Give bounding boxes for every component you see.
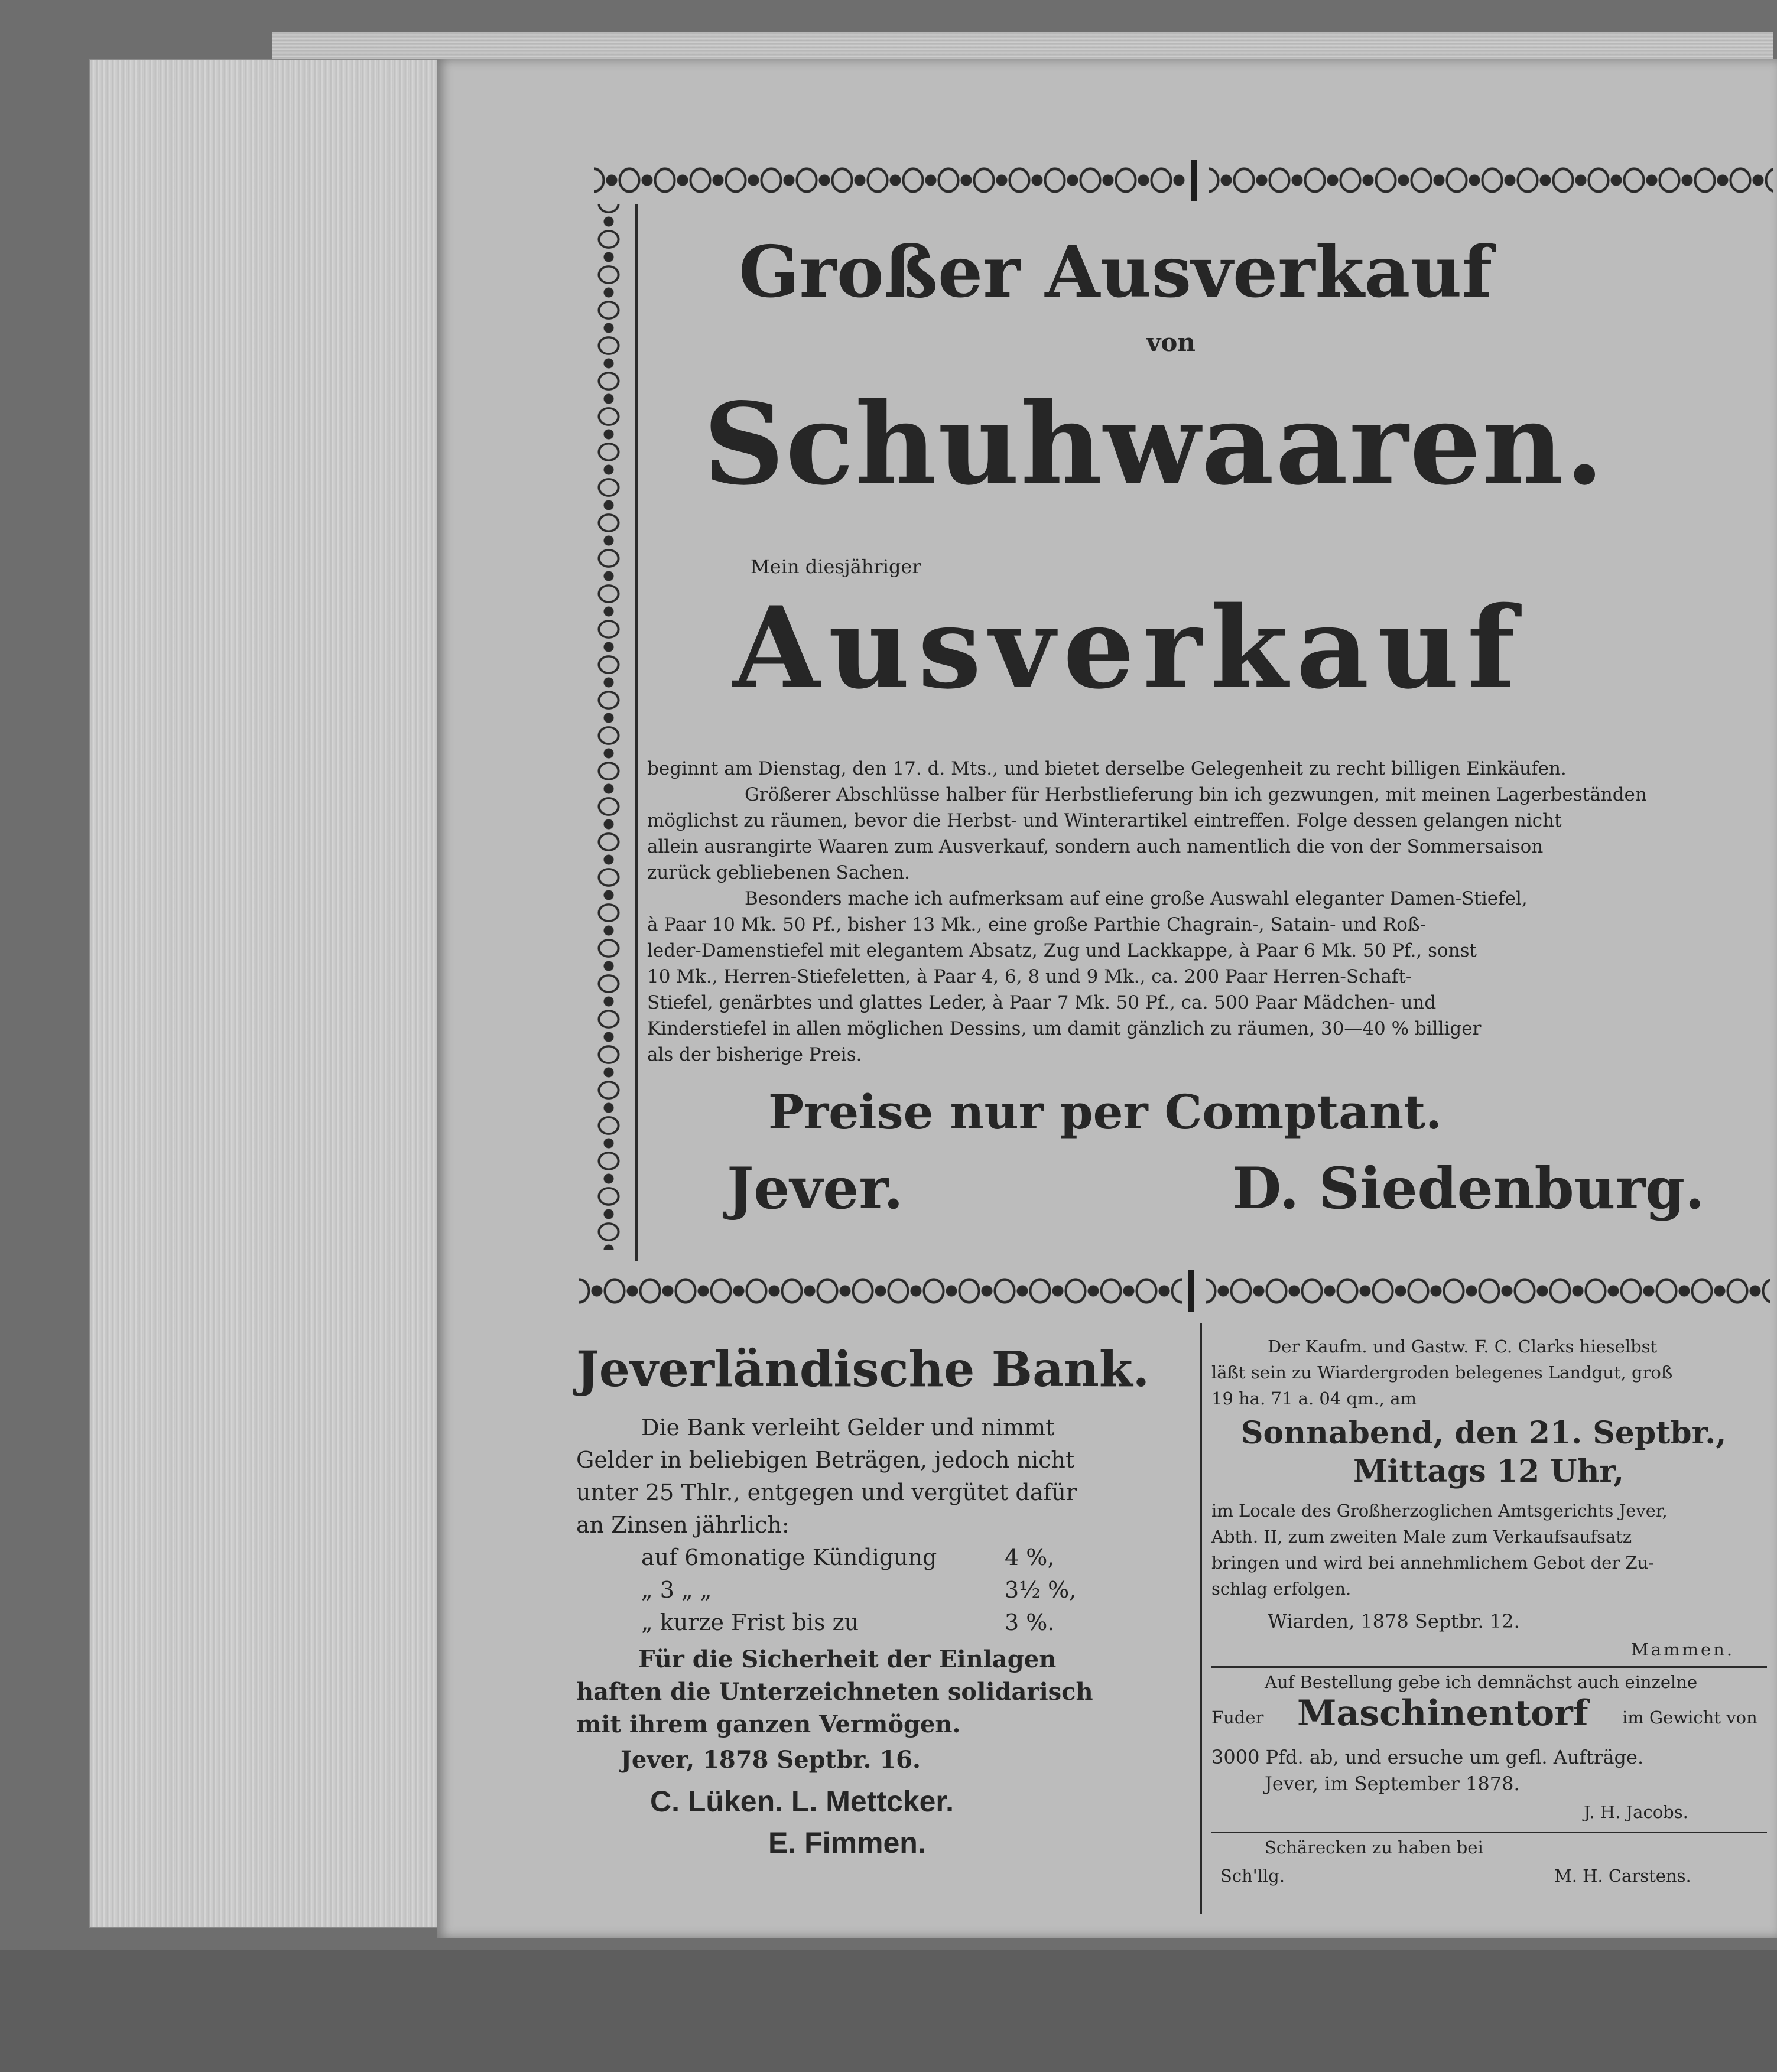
ornament-border-top-left: [594, 160, 1185, 201]
ad-place: Jever.: [727, 1155, 904, 1222]
bank-signers: E. Fimmen.: [768, 1826, 926, 1859]
column-divider: [1200, 1323, 1202, 1914]
torf-place-date: Jever, im September 1878.: [1265, 1772, 1520, 1795]
ornament-border-bottom-right: [1206, 1270, 1770, 1312]
ad-line: möglichst zu räumen, bevor die Herbst- und Winterartikel eintreffen. Folge dessen gelangen nicht: [647, 810, 1562, 831]
torf-prefix: Fuder: [1211, 1707, 1264, 1728]
ornament-divider-top: [1191, 160, 1197, 201]
ad-line: Kinderstiefel in allen möglichen Dessins, um damit gänzlich zu räumen, 30—40 % billiger: [647, 1018, 1482, 1039]
bank-line: Gelder in beliebigen Beträgen, jedoch nicht: [576, 1447, 1075, 1473]
ad-line: 10 Mk., Herren-Stiefeletten, à Paar 4, 6, 8 und 9 Mk., ca. 200 Paar Herren-Schaft-: [647, 966, 1412, 987]
bank-rate-term: „ 3 „ „: [641, 1577, 712, 1603]
small-ad-left: Sch'llg.: [1220, 1866, 1285, 1886]
torf-line: 3000 Pfd. ab, und ersuche um gefl. Aufträge.: [1211, 1746, 1644, 1768]
ornament-border-bottom-left: [579, 1270, 1182, 1312]
ad-line: beginnt am Dienstag, den 17. d. Mts., und bietet derselbe Gelegenheit zu recht billigen Einkäufen.: [647, 758, 1567, 779]
bank-guarantee: haften die Unterzeichneten solidarisch: [576, 1678, 1093, 1706]
auction-line: schlag erfolgen.: [1211, 1579, 1352, 1599]
bank-guarantee: mit ihrem ganzen Vermögen.: [576, 1710, 961, 1738]
ad-line: à Paar 10 Mk. 50 Pf., bisher 13 Mk., eine große Parthie Chagrain-, Satain- und Roß-: [647, 914, 1427, 935]
bank-rate-value: 4 %,: [1005, 1544, 1055, 1570]
bank-rate-term: „ kurze Frist bis zu: [641, 1609, 859, 1635]
bank-rate-term: auf 6monatige Kündigung: [641, 1544, 937, 1570]
auction-line: im Locale des Großherzoglichen Amtsgerichts Jever,: [1211, 1501, 1668, 1521]
ornament-divider-bottom: [1188, 1270, 1194, 1312]
divider-rule: [1211, 1666, 1767, 1668]
auction-date: Sonnabend, den 21. Septbr.,: [1241, 1415, 1727, 1451]
scan-background: [0, 1950, 1777, 2072]
bank-line: unter 25 Thlr., entgegen und vergütet dafür: [576, 1479, 1077, 1505]
ad-line: leder-Damenstiefel mit elegantem Absatz, Zug und Lackkappe, à Paar 6 Mk. 50 Pf., sonst: [647, 940, 1477, 961]
ad-line: allein ausrangirte Waaren zum Ausverkauf, sondern auch namentlich die von der Sommersaison: [647, 836, 1544, 857]
ad-line: zurück gebliebenen Sachen.: [647, 862, 910, 883]
small-ad-right: M. H. Carstens.: [1554, 1866, 1691, 1886]
ad-title: Großer Ausverkauf: [739, 230, 1493, 314]
ad-line: Besonders mache ich aufmerksam auf eine große Auswahl eleganter Damen-Stiefel,: [745, 888, 1528, 909]
ad-signer: D. Siedenburg.: [1232, 1155, 1705, 1222]
bank-rate-value: 3 %.: [1005, 1609, 1055, 1635]
frame-inner-line: [635, 204, 638, 1261]
auction-place-date: Wiarden, 1878 Septbr. 12.: [1268, 1610, 1520, 1632]
torf-line: Auf Bestellung gebe ich demnächst auch einzelne: [1265, 1672, 1698, 1692]
ad-line: als der bisherige Preis.: [647, 1044, 862, 1065]
bank-guarantee: Für die Sicherheit der Einlagen: [638, 1645, 1057, 1673]
ad-prices: Preise nur per Comptant.: [768, 1084, 1442, 1140]
bank-date: Jever, 1878 Septbr. 16.: [621, 1746, 921, 1774]
bank-title: Jeverländische Bank.: [576, 1341, 1150, 1398]
ornament-border-top-right: [1209, 160, 1773, 201]
ad-line: Stiefel, genärbtes und glattes Leder, à Paar 7 Mk. 50 Pf., ca. 500 Paar Mädchen- und: [647, 992, 1437, 1013]
bank-rate-value: 3½ %,: [1005, 1577, 1077, 1603]
auction-signer: Mammen.: [1631, 1640, 1735, 1660]
ad-von: von: [1146, 328, 1196, 357]
divider-rule: [1211, 1832, 1767, 1833]
auction-line: läßt sein zu Wiardergroden belegenes Landgut, groß: [1211, 1362, 1673, 1383]
page-stack-edge: [89, 59, 457, 1928]
ornament-border-left: [588, 204, 629, 1250]
ad-product: Schuhwaaren.: [703, 378, 1606, 510]
bank-signers: C. Lüken. L. Mettcker.: [650, 1785, 954, 1818]
bank-line: an Zinsen jährlich:: [576, 1512, 790, 1538]
auction-time: Mittags 12 Uhr,: [1353, 1453, 1625, 1489]
torf-signer: J. H. Jacobs.: [1584, 1802, 1688, 1822]
torf-product: Maschinentorf: [1297, 1693, 1588, 1734]
ad-intro: Mein diesjähriger: [751, 555, 921, 578]
auction-line: bringen und wird bei annehmlichem Gebot der Zu-: [1211, 1553, 1655, 1573]
torf-suffix: im Gewicht von: [1622, 1707, 1757, 1728]
auction-line: 19 ha. 71 a. 04 qm., am: [1211, 1388, 1417, 1409]
auction-line: Abth. II, zum zweiten Male zum Verkaufsaufsatz: [1211, 1527, 1632, 1547]
ad-line: Größerer Abschlüsse halber für Herbstlieferung bin ich gezwungen, mit meinen Lagerbeständen: [745, 784, 1647, 805]
bank-line: Die Bank verleiht Gelder und nimmt: [641, 1414, 1055, 1440]
ad-headline: Ausverkauf: [733, 582, 1524, 714]
auction-line: Der Kaufm. und Gastw. F. C. Clarks hieselbst: [1268, 1336, 1658, 1357]
small-ad-line: Schärecken zu haben bei: [1265, 1837, 1483, 1858]
